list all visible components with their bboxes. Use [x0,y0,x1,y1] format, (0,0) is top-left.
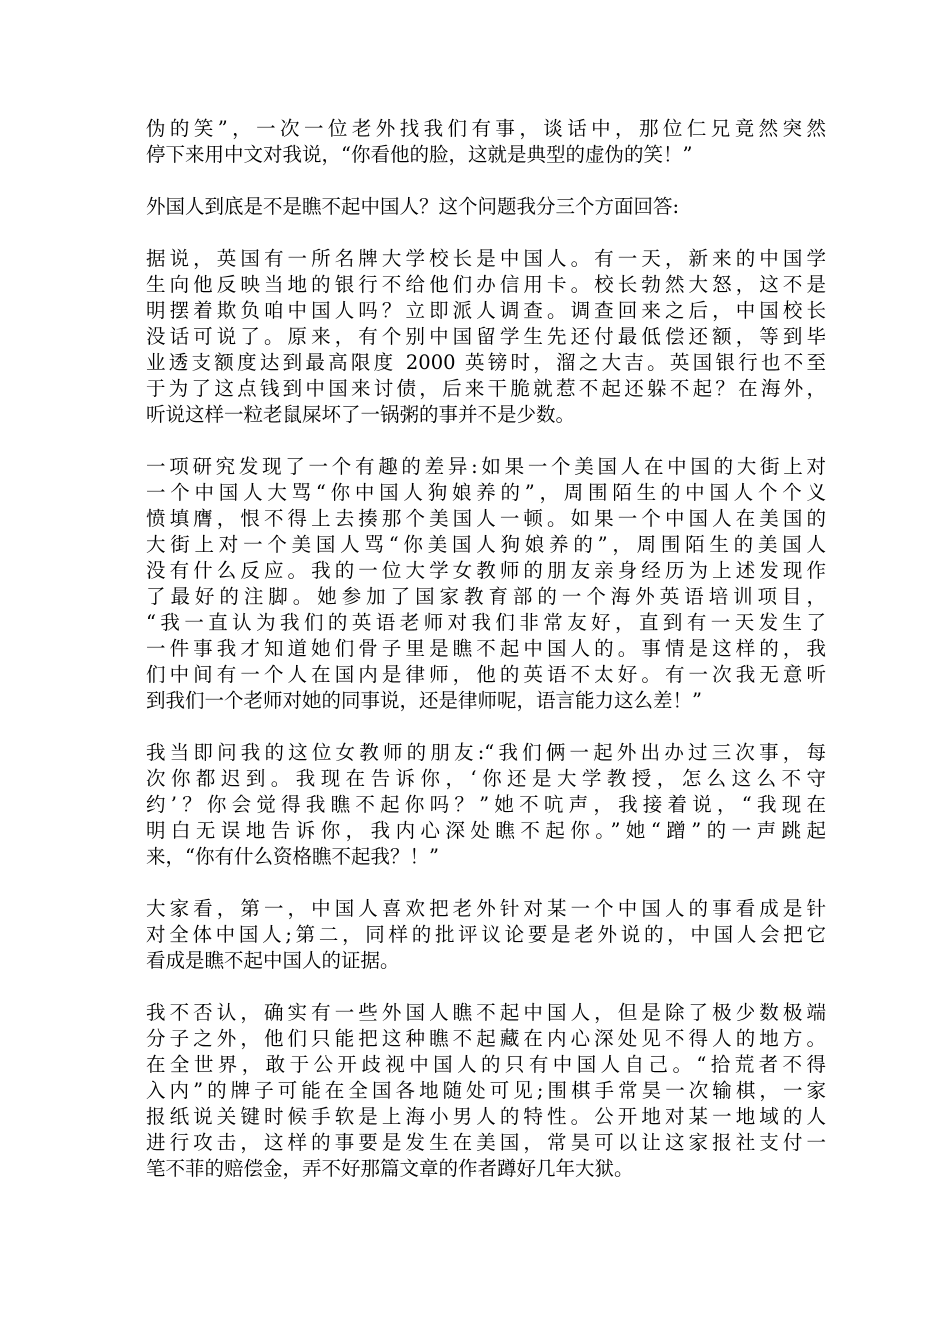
paragraph-4 [146,454,826,714]
text-line: 一件事我才知道她们骨子里是瞧不起中国人的。事情是这样的，我 [146,637,826,660]
paragraph-3 [146,246,826,428]
text-line: 明白无误地告诉你，我内心深处瞧不起你。”她“蹭”的一声跳起 [146,819,826,842]
text-line: 报纸说关键时候手软是上海小男人的特性。公开地对某一地域的人 [146,1105,826,1128]
text-line: 没有什么反应。我的一位大学女教师的朋友亲身经历为上述发现作 [146,559,826,582]
text-line: 次你都迟到。我现在告诉你，‘你还是大学教授，怎么这么不守 [146,767,826,790]
paragraph-6 [146,896,826,974]
text-line: 听说这样一粒老鼠屎坏了一锅粥的事并不是少数。 [146,403,576,426]
paragraph-1 [146,116,826,168]
text-line: 进行攻击，这样的事要是发生在美国，常昊可以让这家报社支付一 [146,1131,826,1154]
text-line: 到我们一个老师对她的同事说，还是律师呢，语言能力这么差！” [146,689,702,712]
text-line: 我当即问我的这位女教师的朋友:“我们俩一起外出办过三次事，每 [146,741,826,764]
text-line: 没话可说了。原来，有个别中国留学生先还付最低偿还额，等到毕 [146,325,826,348]
text-line: 大家看，第一，中国人喜欢把老外针对某一个中国人的事看成是针 [146,897,826,920]
text-line: 据说，英国有一所名牌大学校长是中国人。有一天，新来的中国学 [146,247,826,270]
text-line: 来，“你有什么资格瞧不起我？！” [146,845,439,868]
text-line: 看成是瞧不起中国人的证据。 [146,949,400,972]
text-line: 笔不菲的赔偿金，弄不好那篇文章的作者蹲好几年大狱。 [146,1157,634,1180]
text-line: 分子之外，他们只能把这种瞧不起藏在内心深处见不得人的地方。 [146,1027,826,1050]
document-page [146,116,826,1208]
text-line: 停下来用中文对我说，“你看他的脸，这就是典型的虚伪的笑！” [146,143,693,166]
text-line: “我一直认为我们的英语老师对我们非常友好，直到有一天发生了 [146,611,826,634]
paragraph-7 [146,1000,826,1182]
text-line: 对全体中国人;第二，同样的批评议论要是老外说的，中国人会把它 [146,923,826,946]
text-line: 大街上对一个美国人骂“你美国人狗娘养的”，周围陌生的美国人 [146,533,826,556]
text-line: 了最好的注脚。她参加了国家教育部的一个海外英语培训项目， [146,585,826,608]
text-line: 我不否认，确实有一些外国人瞧不起中国人，但是除了极少数极端 [146,1001,826,1024]
paragraph-5 [146,740,826,870]
text-line: 们中间有一个人在国内是律师，他的英语不太好。有一次我无意听 [146,663,826,686]
text-line: 约’？你会觉得我瞧不起你吗？”她不吭声，我接着说，“我现在 [146,793,826,816]
text-line: 入内”的牌子可能在全国各地随处可见;围棋手常昊一次输棋，一家 [146,1079,826,1102]
text-line: 伪的笑”，一次一位老外找我们有事，谈话中，那位仁兄竟然突然 [146,117,826,140]
text-line: 明摆着欺负咱中国人吗？立即派人调查。调查回来之后，中国校长 [146,299,826,322]
text-line: 在全世界，敢于公开歧视中国人的只有中国人自己。“拾荒者不得 [146,1053,826,1076]
text-line: 愤填膺，恨不得上去揍那个美国人一顿。如果一个中国人在美国的 [146,507,826,530]
text-line: 一个中国人大骂“你中国人狗娘养的”，周围陌生的中国人个个义 [146,481,826,504]
paragraph-2 [146,194,826,220]
text-line: 外国人到底是不是瞧不起中国人？这个问题我分三个方面回答: [146,195,680,218]
text-line: 于为了这点钱到中国来讨债，后来干脆就惹不起还躲不起？在海外， [146,377,826,400]
text-line: 一项研究发现了一个有趣的差异:如果一个美国人在中国的大街上对 [146,455,826,478]
text-line: 业透支额度达到最高限度 2000 英镑时，溜之大吉。英国银行也不至 [146,351,826,374]
text-line: 生向他反映当地的银行不给他们办信用卡。校长勃然大怒，这不是 [146,273,826,296]
